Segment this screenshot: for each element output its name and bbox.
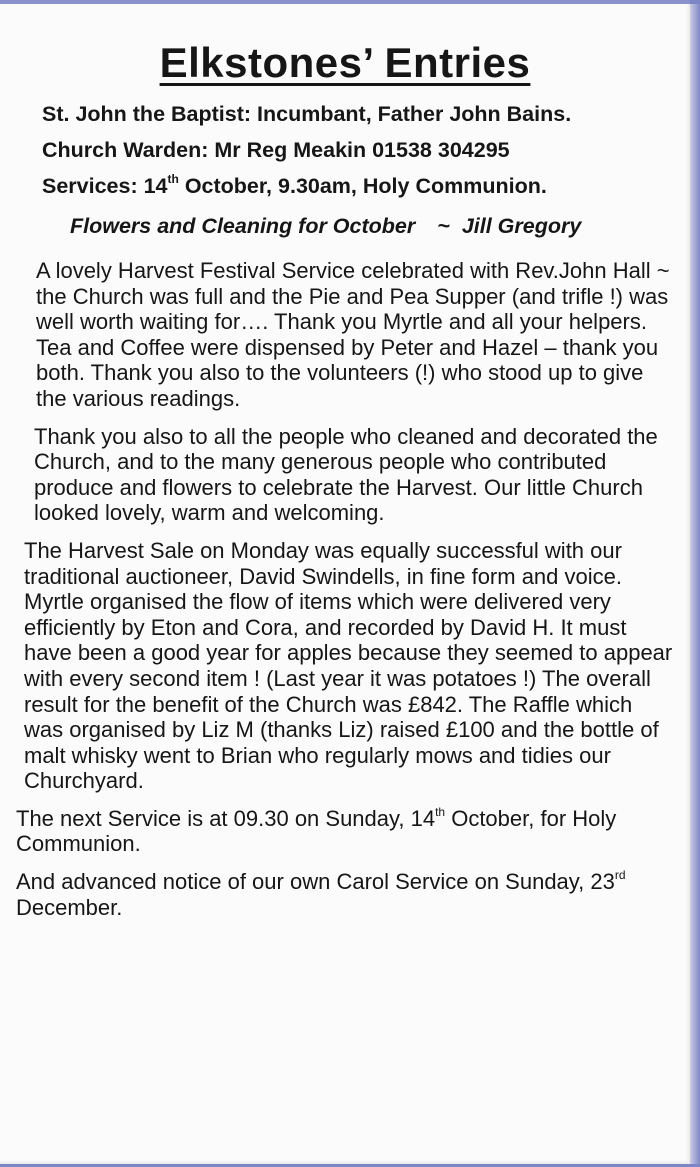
services-sup: th — [167, 172, 179, 186]
paragraph-carol-service — [16, 869, 676, 920]
page-title — [0, 39, 690, 86]
next-service-prefix: The next Service is at 09.30 on Sunday, 14 — [16, 805, 436, 831]
flowers-separator: ~ — [437, 214, 450, 238]
paragraph-harvest-sale: The Harvest Sale on Monday was equally successful with our traditional auctioneer, David Swindells, in fine form and voice. Myrtle organised the flow of items which were delivered very efficiently by Eton and Cora, and recorded by David H. It must have been a good year for apples because they seemed to appear with every second item ! (Last year it was potatoes !) The overall result for the benefit of the Church was £842. The Raffle which was organised by Liz M (thanks Liz) raised £100 and the bottle of malt whisky went to Brian who regularly mows and tidies our Churchyard. — [24, 537, 673, 794]
paragraph-next-service — [16, 806, 676, 857]
page-title-text: Elkstones’ Entries — [159, 39, 531, 86]
flowers-rota — [70, 214, 581, 239]
next-service-sup: th — [435, 804, 446, 819]
carol-service-prefix: And advanced notice of our own Carol Service on Sunday, 23 — [16, 869, 615, 895]
services-suffix: October, 9.30am, Holy Communion. — [178, 174, 547, 198]
paragraph-harvest-festival: A lovely Harvest Festival Service celebrated with Rev.John Hall ~ the Church was full and the Pie and Pea Supper (and trifle !) was well worth waiting for…. Thank you Myrtle and all your helpers. Tea and Coffee were dispensed by Peter and Hazel – thank you both. Thank you also to the volunteers (!) who stood up to give the various readings. — [36, 258, 670, 411]
paragraph-thanks: Thank you also to all the people who cleaned and decorated the Church, and to the many generous people who contributed produce and flowers to celebrate the Harvest. Our little Church looked lovely, warm and welcoming. — [34, 423, 658, 526]
carol-service-suffix: December. — [16, 894, 123, 920]
carol-service-sup: rd — [614, 868, 626, 883]
church-info — [42, 96, 682, 204]
services-line — [42, 168, 682, 204]
next-service-suffix: October, for Holy Communion. — [16, 805, 617, 857]
church-warden: Church Warden: Mr Reg Meakin 01538 304295 — [42, 138, 510, 162]
church-incumbent: St. John the Baptist: Incumbant, Father John Bains. — [42, 102, 572, 126]
services-prefix: Services: 14 — [42, 174, 168, 198]
flowers-label: Flowers and Cleaning for October — [70, 214, 416, 238]
flowers-name: Jill Gregory — [461, 214, 582, 238]
article-body — [16, 258, 676, 932]
